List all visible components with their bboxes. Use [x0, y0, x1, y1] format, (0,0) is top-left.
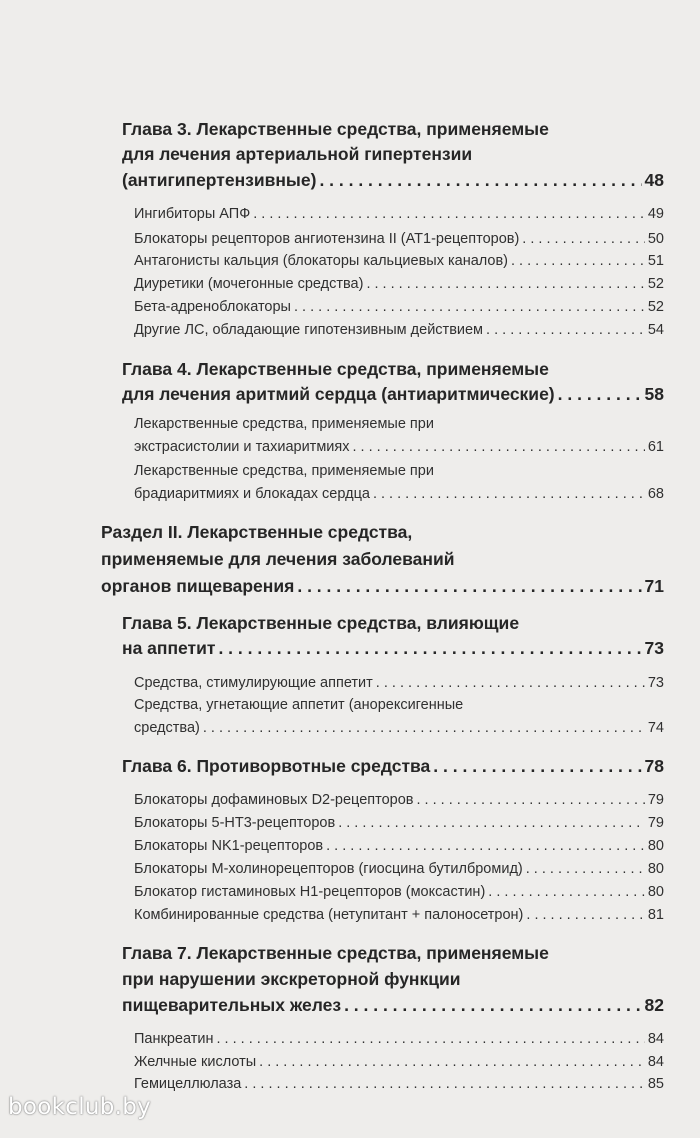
toc-entry-line	[134, 694, 664, 716]
toc-entry-title: Блокаторы NK1-рецепторов	[134, 838, 324, 854]
toc-entry-title: Средства, угнетающие аппетит (анорексигенные	[134, 697, 464, 713]
toc-entry-title: Блокаторы М-холинорецепторов (гиосцина бутилбромид)	[134, 861, 523, 877]
toc-entry-title: экстрасистолии и тахиаритмиях	[134, 439, 350, 455]
toc-entry-title: Ингибиторы АПФ	[134, 206, 251, 222]
toc-heading-line	[122, 636, 664, 660]
dot-leader	[433, 754, 641, 778]
toc-entry-line	[134, 228, 664, 250]
toc-entry-title: Желчные кислоты	[134, 1054, 257, 1070]
toc-entry-title: Гемицеллюлаза	[134, 1076, 242, 1092]
toc-entry-title: Глава 4. Лекарственные средства, применяемые	[122, 359, 549, 379]
dot-leader	[526, 904, 644, 926]
toc-entry-line	[134, 835, 664, 857]
toc-heading-line	[122, 967, 664, 991]
toc-entry-title: Другие ЛС, обладающие гипотензивным действием	[134, 322, 484, 338]
toc-page-number: 61	[647, 439, 664, 455]
toc-entry-title: органов пищеварения	[101, 576, 295, 596]
toc-entry-title: для лечения аритмий сердца (антиаритмические)	[122, 384, 555, 404]
toc-heading-line	[122, 941, 664, 965]
toc-entry-title: применяемые для лечения заболеваний	[101, 549, 455, 569]
toc-entry-line	[134, 296, 664, 318]
dot-leader	[344, 993, 641, 1017]
toc-heading-line	[122, 168, 664, 192]
toc-entry-title: Средства, стимулирующие аппетит	[134, 675, 373, 691]
toc-page-number: 48	[644, 170, 664, 190]
toc-entry-title: Бета-адреноблокаторы	[134, 299, 291, 315]
toc-page-number: 79	[647, 792, 664, 808]
toc-page-number: 52	[647, 299, 664, 315]
toc-entry-line	[134, 413, 664, 435]
toc-entry-line	[134, 483, 664, 505]
toc-entry-title: Блокаторы рецепторов ангиотензина II (АТ1-рецепторов)	[134, 231, 520, 247]
dot-leader	[366, 273, 644, 295]
toc-heading-line	[122, 611, 664, 635]
dot-leader	[373, 483, 645, 505]
dot-leader	[522, 228, 645, 250]
toc-page-number: 51	[647, 253, 664, 269]
dot-leader	[253, 203, 645, 225]
toc-entry-line	[134, 1073, 664, 1095]
dot-leader	[294, 296, 645, 318]
toc-page-number: 80	[647, 861, 664, 877]
dot-leader	[218, 636, 641, 660]
toc-entry-line	[134, 789, 664, 811]
dot-leader	[511, 250, 645, 272]
toc-heading-line	[101, 574, 664, 598]
toc-page-number: 84	[647, 1054, 664, 1070]
watermark: bookclub.by	[8, 1094, 152, 1120]
toc-heading-line	[122, 117, 664, 141]
toc-page-number: 81	[647, 907, 664, 923]
dot-leader	[326, 835, 645, 857]
toc-entry-line	[134, 436, 664, 458]
dot-leader	[203, 717, 645, 739]
toc-heading-line	[101, 520, 664, 544]
dot-leader	[319, 168, 641, 192]
toc-page-number: 52	[647, 276, 664, 292]
dot-leader	[244, 1073, 645, 1095]
toc-entry-title: Глава 5. Лекарственные средства, влияющие	[122, 613, 520, 633]
toc-heading-line	[122, 382, 664, 406]
toc-entry-title: Комбинированные средства (нетупитант + палоносетрон)	[134, 907, 524, 923]
dot-leader	[486, 319, 645, 341]
toc-page-number: 50	[647, 231, 664, 247]
toc-entry-line	[134, 672, 664, 694]
toc-entry-title: средства)	[134, 720, 200, 736]
toc-entry-line	[134, 881, 664, 903]
dot-leader	[297, 574, 641, 598]
toc-entry-title: Антагонисты кальция (блокаторы кальциевых каналов)	[134, 253, 508, 269]
toc-page-number: 58	[644, 384, 664, 404]
toc-entry-line	[134, 203, 664, 225]
dot-leader	[338, 812, 645, 834]
toc-page-number: 79	[647, 815, 664, 831]
dot-leader	[376, 672, 645, 694]
toc-page-number: 80	[647, 838, 664, 854]
toc-entry-title: Блокаторы 5-НТ3-рецепторов	[134, 815, 336, 831]
dot-leader	[526, 858, 645, 880]
toc-page-number: 74	[647, 720, 664, 736]
dot-leader	[353, 436, 645, 458]
toc-page-number: 73	[647, 675, 664, 691]
toc-heading-line	[122, 993, 664, 1017]
toc-page-number: 80	[647, 884, 664, 900]
toc-entry-title: Глава 6. Противорвотные средства	[122, 756, 431, 776]
toc-entry-line	[134, 273, 664, 295]
toc-entry-line	[134, 812, 664, 834]
dot-leader	[216, 1028, 644, 1050]
toc-heading-line	[122, 357, 664, 381]
toc-page-number: 73	[644, 638, 664, 658]
toc-page-number: 68	[647, 486, 664, 502]
toc-page-number: 84	[647, 1031, 664, 1047]
toc-entry-title: Диуретики (мочегонные средства)	[134, 276, 364, 292]
toc-entry-line	[134, 904, 664, 926]
toc-entry-title: Панкреатин	[134, 1031, 214, 1047]
toc-page-number: 78	[644, 756, 664, 776]
toc-entry-title: (антигипертензивные)	[122, 170, 317, 190]
toc-entry-title: пищеварительных желез	[122, 995, 342, 1015]
toc-heading-line	[122, 142, 664, 166]
toc-entry-title: Блокатор гистаминовых Н1-рецепторов (моксастин)	[134, 884, 486, 900]
toc-entry-line	[134, 1051, 664, 1073]
toc-entry-title: для лечения артериальной гипертензии	[122, 144, 473, 164]
toc-page-number: 71	[644, 576, 664, 596]
toc-entry-title: на аппетит	[122, 638, 216, 658]
toc-page-number: 85	[647, 1076, 664, 1092]
dot-leader	[558, 382, 642, 406]
dot-leader	[488, 881, 645, 903]
toc-heading-line	[122, 754, 664, 778]
toc-entry-line	[134, 1028, 664, 1050]
toc-entry-line	[134, 250, 664, 272]
toc-entry-title: Глава 3. Лекарственные средства, применяемые	[122, 119, 549, 139]
toc-heading-line	[101, 547, 664, 571]
dot-leader	[259, 1051, 645, 1073]
toc-page-number: 54	[647, 322, 664, 338]
toc-entry-line	[134, 319, 664, 341]
toc-page-number: 49	[647, 206, 664, 222]
toc-entry-title: Глава 7. Лекарственные средства, применяемые	[122, 943, 549, 963]
toc-entry-title: Блокаторы дофаминовых D2-рецепторов	[134, 792, 414, 808]
toc-entry-line	[134, 717, 664, 739]
toc-entry-title: брадиаритмиях и блокадах сердца	[134, 486, 370, 502]
toc-entry-title: при нарушении экскреторной функции	[122, 969, 461, 989]
toc-entry-title: Раздел II. Лекарственные средства,	[101, 522, 413, 542]
dot-leader	[417, 789, 645, 811]
toc-entry-line	[134, 460, 664, 482]
toc-entry-title: Лекарственные средства, применяемые при	[134, 463, 434, 479]
toc-entry-title: Лекарственные средства, применяемые при	[134, 416, 434, 432]
toc-page-number: 82	[644, 995, 664, 1015]
toc-entry-line	[134, 858, 664, 880]
